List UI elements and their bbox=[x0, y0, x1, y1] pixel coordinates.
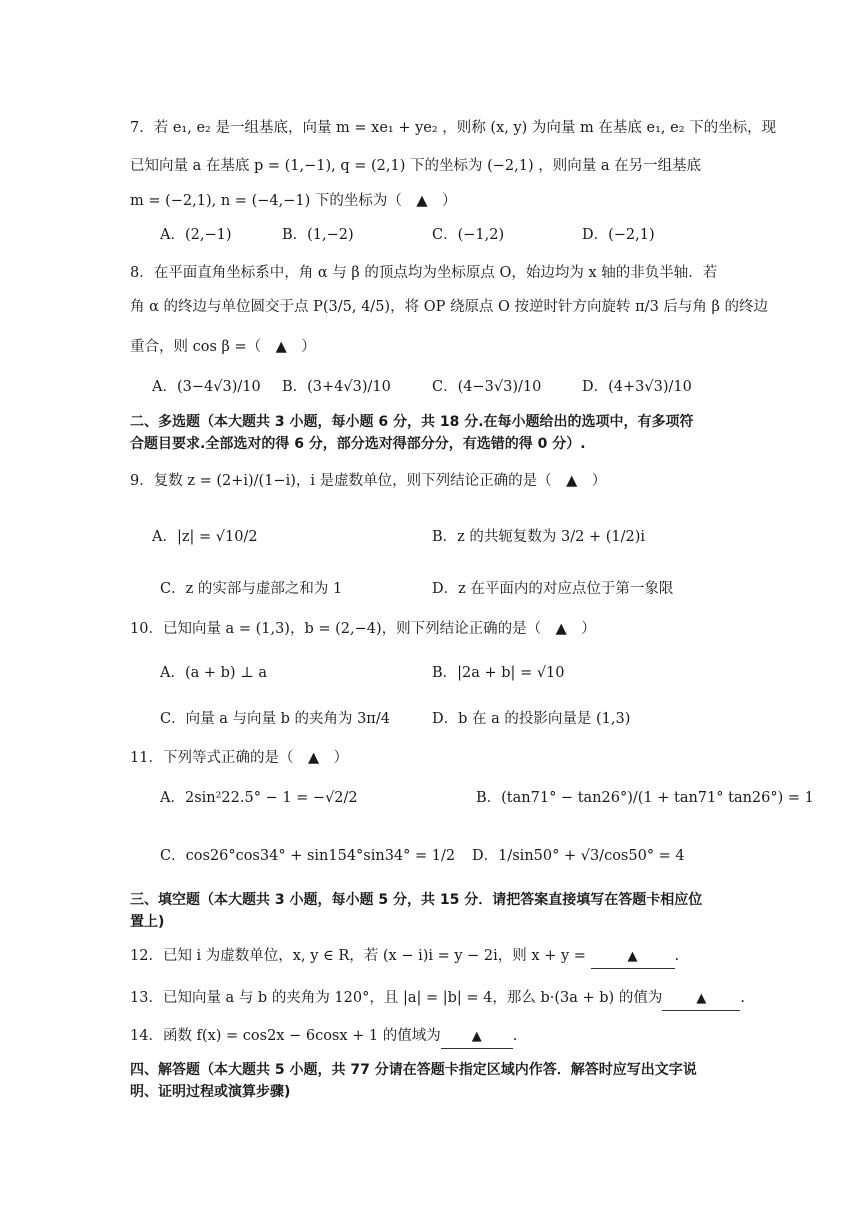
q9-option-d: D．z 在平面内的对应点位于第一象限 bbox=[432, 581, 674, 597]
section3-heading-line1: 三、填空题（本大题共 3 小题，每小题 5 分，共 15 分．请把答案直接填写在答题卡相应位 bbox=[130, 892, 703, 908]
q8-option-c: C．(4−3√3)/10 bbox=[432, 379, 542, 395]
q7-option-a: A．(2,−1) bbox=[160, 227, 232, 243]
section3-heading-line2: 置上) bbox=[130, 914, 165, 930]
q11-option-d: D．1/sin50° + √3/cos50° = 4 bbox=[472, 848, 685, 864]
q9-option-b: B．z 的共轭复数为 3/2 + (1/2)i bbox=[432, 529, 646, 545]
q10-option-a: A．(a + b) ⊥ a bbox=[160, 665, 268, 681]
section4-heading-line1: 四、解答题（本大题共 5 小题，共 77 分请在答题卡指定区域内作答．解答时应写出文字说 bbox=[130, 1062, 697, 1078]
q12-answer-blank[interactable] bbox=[591, 945, 675, 969]
q14-end: . bbox=[512, 1028, 518, 1044]
q11-option-b: B．(tan71° − tan26°)/(1 + tan71° tan26°) = 1 bbox=[476, 790, 814, 806]
q13-answer-blank[interactable] bbox=[662, 987, 740, 1011]
q12-end: . bbox=[674, 948, 680, 964]
q9-option-c: C．z 的实部与虚部之和为 1 bbox=[160, 581, 343, 597]
q10-option-b: B．|2a + b| = √10 bbox=[432, 665, 565, 681]
section4-heading-line2: 明、证明过程或演算步骤) bbox=[130, 1084, 291, 1100]
q13-end: . bbox=[740, 990, 745, 1006]
q7-option-b: B．(1,−2) bbox=[282, 227, 354, 243]
q7-option-c: C．(−1,2) bbox=[432, 227, 505, 243]
q14-answer-blank[interactable] bbox=[441, 1025, 513, 1049]
q7-line1: 7．若 e₁, e₂ 是一组基底，向量 m = xe₁ + ye₂ ，则称 (x, y) 为向量 m 在基底 e₁, e₂ 下的坐标，现 bbox=[130, 120, 777, 136]
triangle-marker-icon: ▲ bbox=[471, 1029, 482, 1044]
q8-option-a: A．(3−4√3)/10 bbox=[152, 379, 261, 395]
q9-stem: 9．复数 z = (2+i)/(1−i)，i 是虚数单位，则下列结论正确的是（ ▲ ） bbox=[130, 473, 607, 489]
q14-text: 14．函数 f(x) = cos2x − 6cosx + 1 的值域为 bbox=[130, 1028, 441, 1044]
section2-heading-line1: 二、多选题（本大题共 3 小题，每小题 6 分，共 18 分.在每小题给出的选项中，有多项符 bbox=[130, 414, 694, 430]
q7-line2: 已知向量 a 在基底 p = (1,−1), q = (2,1) 下的坐标为 (−2,1) ，则向量 a 在另一组基底 bbox=[130, 158, 702, 174]
q7-line3: m = (−2,1), n = (−4,−1) 下的坐标为（ ▲ ） bbox=[130, 193, 457, 209]
q8-line2: 角 α 的终边与单位圆交于点 P(3/5, 4/5)，将 OP 绕原点 O 按逆时针方向旋转 π/3 后与角 β 的终边 bbox=[130, 299, 769, 315]
q8-option-d: D．(4+3√3)/10 bbox=[582, 379, 692, 395]
triangle-marker-icon: ▲ bbox=[627, 949, 638, 964]
q13-text: 13．已知向量 a 与 b 的夹角为 120°，且 |a| = |b| = 4，那么 b·(3a + b) 的值为 bbox=[130, 990, 663, 1006]
q8-option-b: B．(3+4√3)/10 bbox=[282, 379, 391, 395]
q9-option-a: A．|z| = √10/2 bbox=[152, 529, 258, 545]
q13-stem bbox=[130, 987, 745, 1011]
q11-stem: 11．下列等式正确的是（ ▲ ） bbox=[130, 750, 349, 766]
q8-line3: 重合，则 cos β =（ ▲ ） bbox=[130, 339, 316, 355]
q10-option-c: C．向量 a 与向量 b 的夹角为 3π/4 bbox=[160, 711, 390, 727]
q8-line1: 8．在平面直角坐标系中，角 α 与 β 的顶点均为坐标原点 O，始边均为 x 轴的非负半轴．若 bbox=[130, 265, 718, 281]
q12-stem bbox=[130, 945, 740, 969]
triangle-marker-icon: ▲ bbox=[696, 991, 707, 1006]
q14-stem bbox=[130, 1025, 740, 1049]
section2-heading-line2: 合题目要求.全部选对的得 6 分，部分选对得部分分，有选错的得 0 分）. bbox=[130, 436, 586, 452]
q10-option-d: D．b 在 a 的投影向量是 (1,3) bbox=[432, 711, 631, 727]
q11-option-c: C．cos26°cos34° + sin154°sin34° = 1/2 bbox=[160, 848, 456, 864]
q11-option-a: A．2sin²22.5° − 1 = −√2/2 bbox=[160, 790, 358, 806]
q12-text: 12．已知 i 为虚数单位，x, y ∈ R，若 (x − i)i = y − 2i，则 x + y = bbox=[130, 948, 591, 964]
q7-option-d: D．(−2,1) bbox=[582, 227, 655, 243]
q10-stem: 10．已知向量 a = (1,3)，b = (2,−4)，则下列结论正确的是（ ▲ ） bbox=[130, 621, 596, 637]
